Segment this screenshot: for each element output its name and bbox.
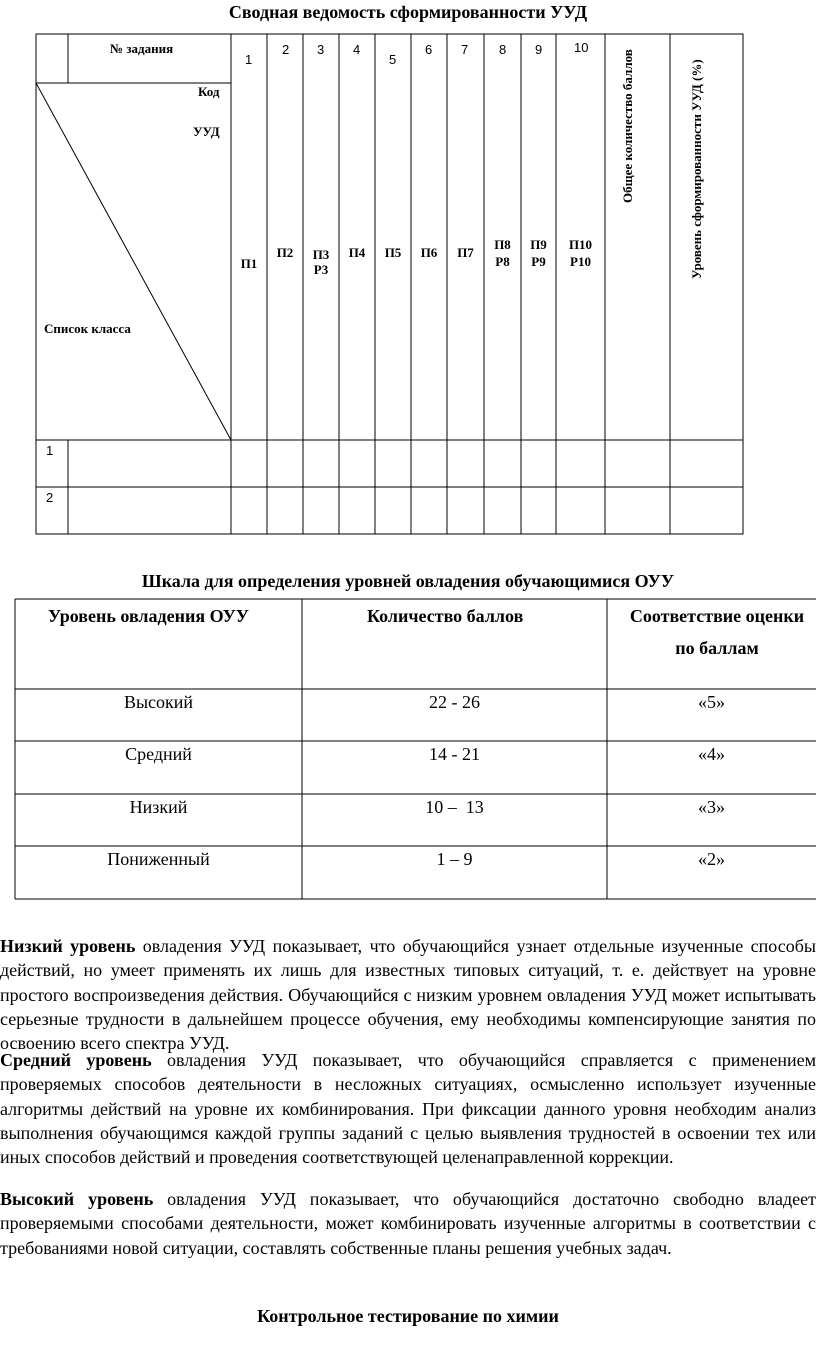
class-list-label: Список класса	[44, 321, 131, 336]
scale-level-cell: Средний	[125, 744, 192, 764]
scale-header-points: Количество баллов	[367, 606, 524, 626]
uud-label: УУД	[193, 124, 220, 139]
task-number-label: № задания	[110, 41, 174, 56]
term-high-level: Высокий уровень	[0, 1189, 154, 1209]
scale-points-cell: 22 - 26	[429, 692, 480, 712]
paragraph-high-level: Высокий уровень овладения УУД показывает, что обучающийся достаточно свободно владеет проверяемыми способами деятельности, может комбинировать изученные алгоритмы в соответствии с требованиями новой ситуации, составлять собственные планы решения учебных задач.	[0, 1189, 816, 1258]
code-cell: П8 Р8	[494, 237, 511, 269]
scale-level-cell: Пониженный	[107, 849, 210, 869]
task-number-cell: 2	[282, 42, 290, 57]
term-mid-level: Средний уровень	[0, 1050, 152, 1070]
scale-points-cell: 10 – 13	[425, 797, 484, 817]
code-cell: П1	[240, 256, 258, 271]
scale-points-cell: 14 - 21	[429, 744, 480, 764]
code-label: Код	[198, 84, 220, 99]
scale-header-grade: Соответствие оценки по баллам	[629, 606, 805, 658]
task-number-cell: 7	[461, 42, 469, 57]
scale-grade-cell: «5»	[698, 692, 725, 712]
scale-grade-cell: «4»	[698, 744, 725, 764]
code-cell: П10 Р10	[568, 237, 593, 269]
paragraph-mid-level: Средний уровень овладения УУД показывает, что обучающийся справляется с применением проверяемых способов деятельности в несложных ситуациях, осмысленно использует изученные алгоритмы действий на уровне их комбинирования. При фиксации данного уровня необходим анализ выполнения обучающимся каждой группы заданий с целью выявления трудностей в освоении тех или иных способов действий и проведения соответствующей целенаправленной коррекции.	[0, 1050, 816, 1168]
scale-grade-cell: «2»	[698, 849, 725, 869]
page-title: Сводная ведомость сформированности УУД	[228, 2, 588, 22]
code-cell: П9 Р9	[530, 237, 547, 269]
scale-title: Шкала для определения уровней овладения обучающимися ОУУ	[141, 571, 675, 591]
task-number-cell: 8	[499, 42, 507, 57]
scale-header-level: Уровень овладения ОУУ	[48, 606, 250, 626]
code-cell: П4	[348, 245, 366, 260]
task-number-cell: 6	[425, 42, 433, 57]
term-low-level: Низкий уровень	[0, 936, 136, 956]
total-score-header: Общее количество баллов	[620, 49, 635, 203]
row-number: 1	[46, 443, 54, 458]
footer-title: Контрольное тестирование по химии	[257, 1306, 559, 1326]
code-cell: П2	[276, 245, 294, 260]
scale-grade-cell: «3»	[698, 797, 725, 817]
code-cell: П3 Р3	[312, 247, 330, 277]
scale-level-cell: Высокий	[123, 692, 194, 712]
task-number-cell: 1	[245, 52, 253, 67]
task-number-cell: 10	[574, 40, 589, 55]
code-cell: П7	[457, 245, 474, 260]
paragraph-low-level: Низкий уровень овладения УУД показывает, что обучающийся узнает отдельные изученные способы действий, но умеет применять их лишь для известных типовых ситуаций, т. е. действует на уровне простого воспроизведения действия. Обучающийся с низким уровнем овладения УУД может испытывать серьезные трудности в дальнейшем процессе обучения, ему необходимы компенсирующие занятия по освоению всего спектра УУД.	[0, 936, 816, 1054]
code-cell: П6	[420, 245, 438, 260]
task-number-cell: 4	[353, 42, 361, 57]
code-cell: П5	[384, 245, 402, 260]
task-number-cell: 5	[389, 52, 397, 67]
level-percent-header: Уровень сформированности УУД (%)	[689, 59, 704, 279]
task-number-cell: 9	[535, 42, 543, 57]
row-number: 2	[46, 490, 54, 505]
scale-level-cell: Низкий	[129, 797, 188, 817]
scale-points-cell: 1 – 9	[436, 849, 473, 869]
task-number-cell: 3	[317, 42, 325, 57]
